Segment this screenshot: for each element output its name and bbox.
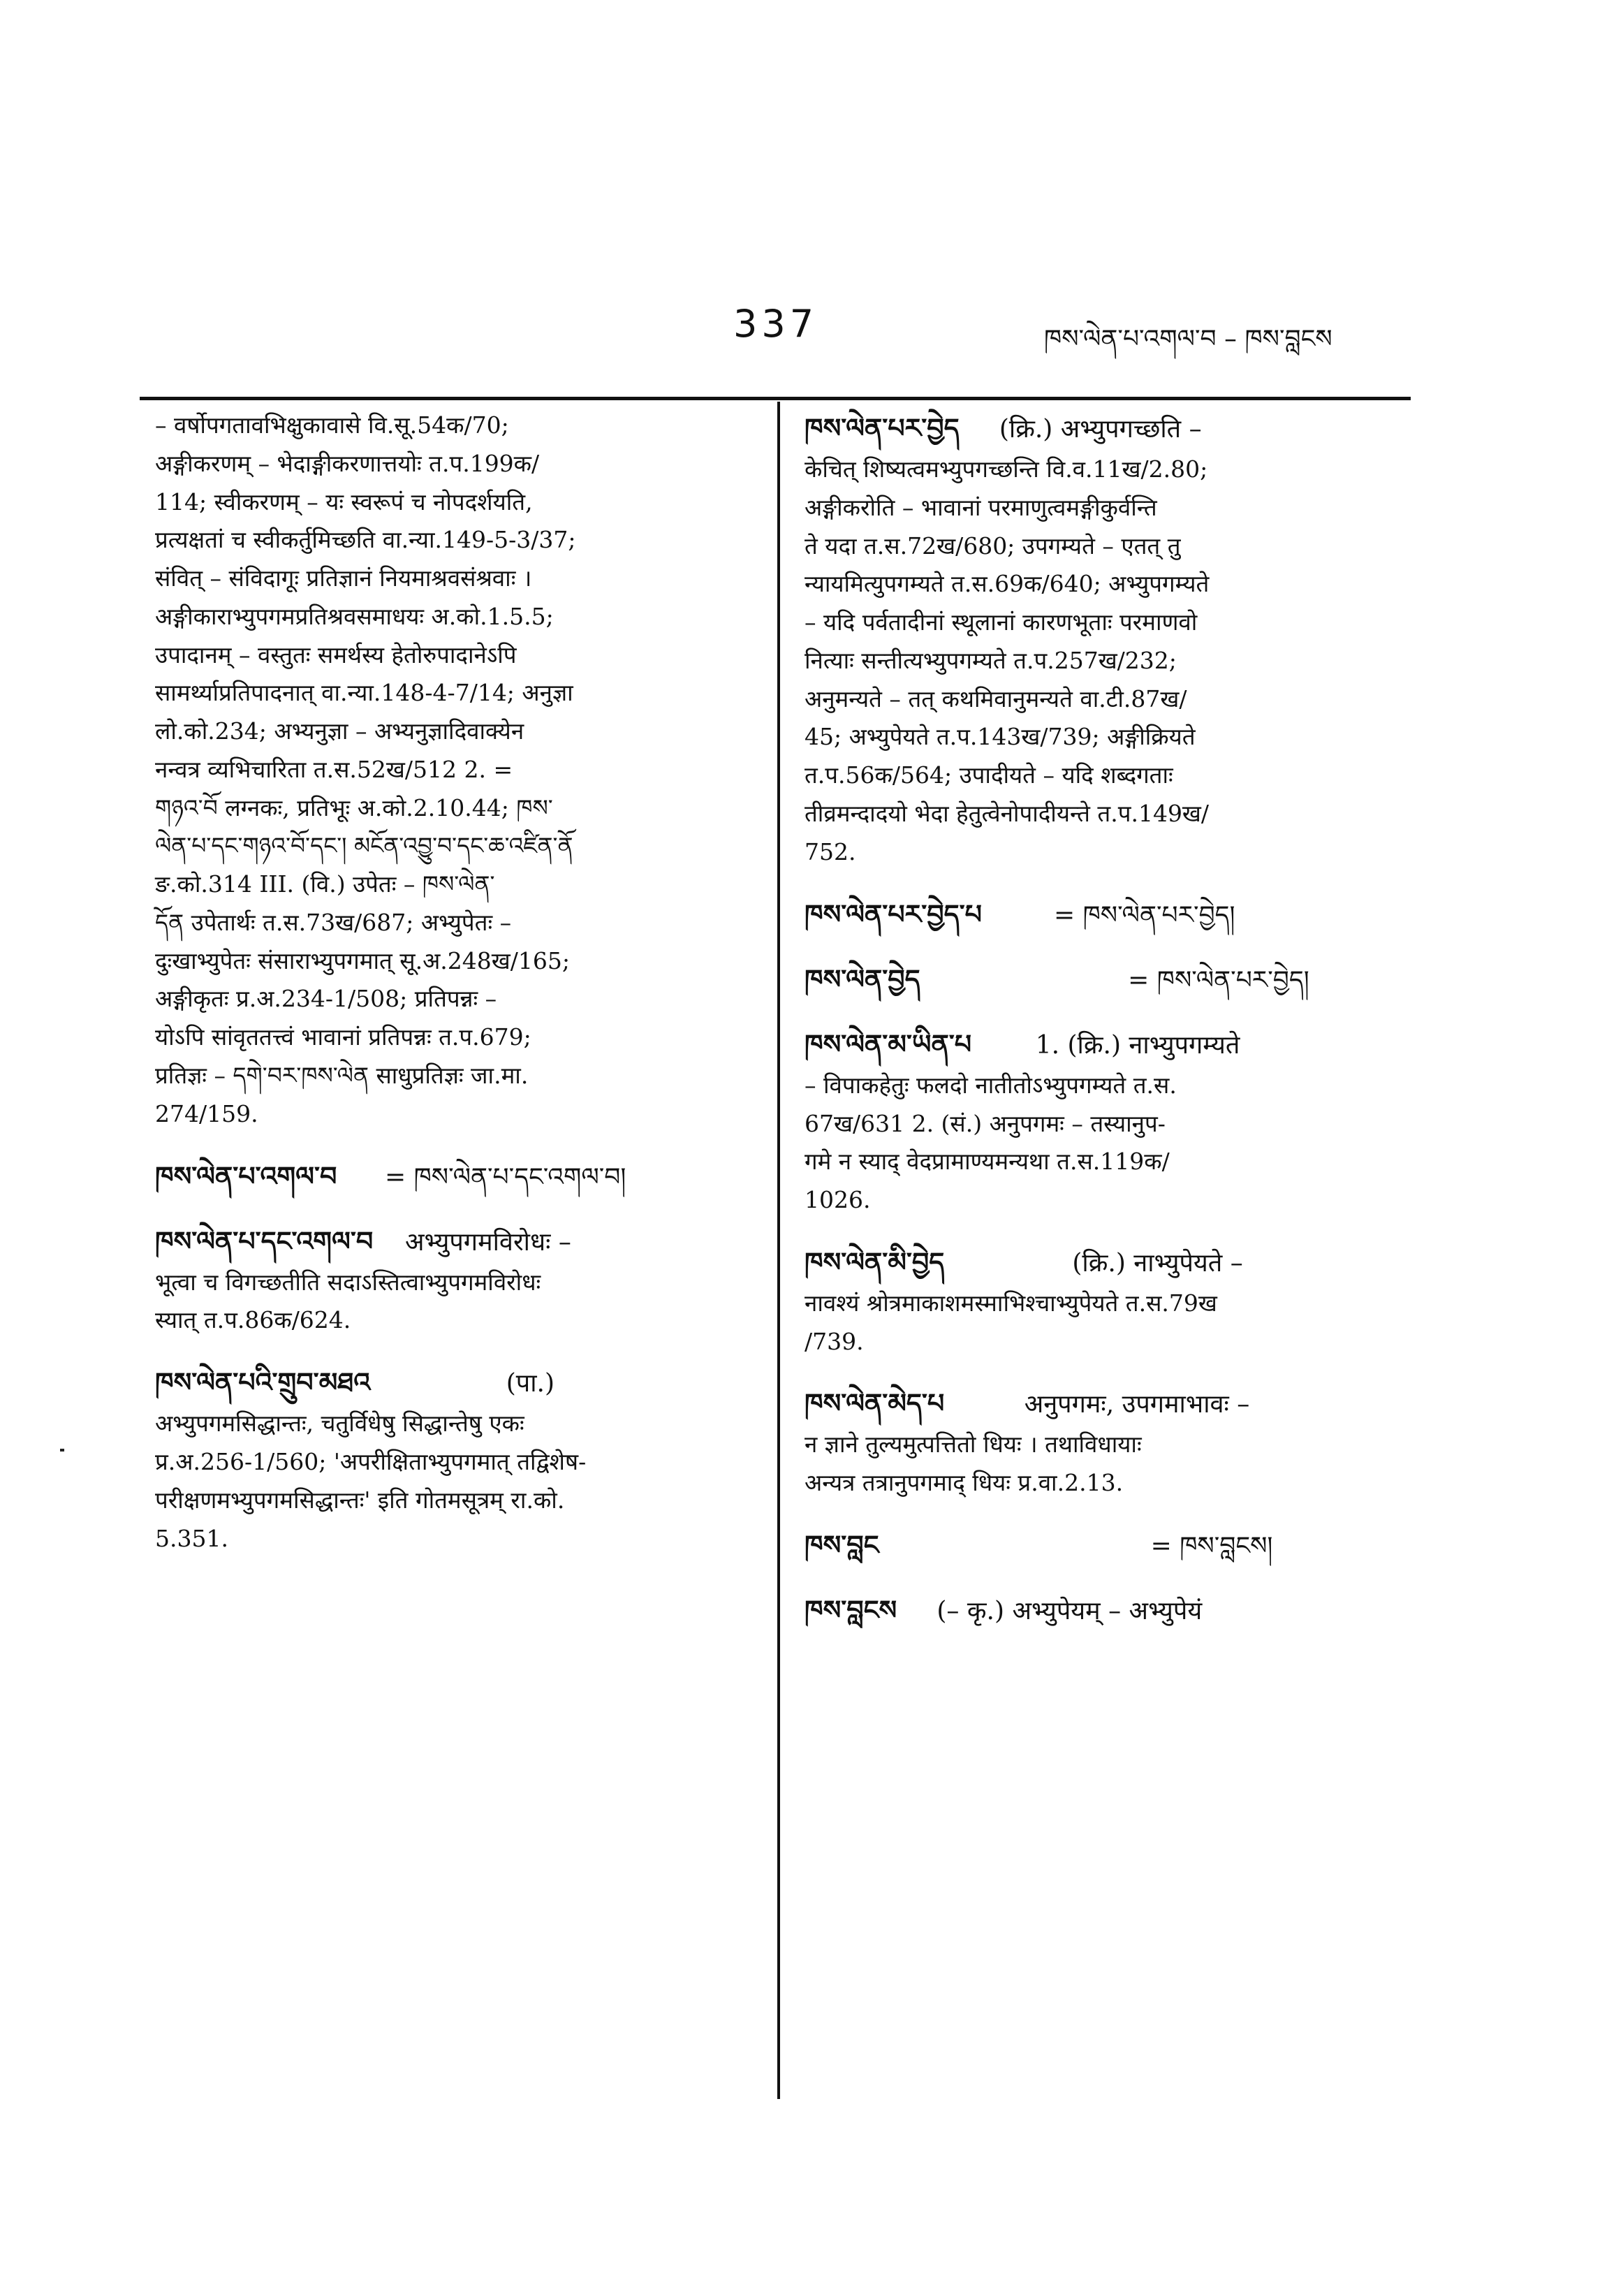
entry-headword: ཁས་ལེན་པའི་གྲུབ་མཐའ — [155, 1367, 371, 1398]
dictionary-entry — [805, 1523, 1411, 1567]
text-line: परीक्षणमभ्युपगमसिद्धान्तः' इति गोतमसूत्रम् रा.को. — [155, 1486, 565, 1514]
dictionary-entry — [155, 1220, 754, 1340]
column-divider — [777, 402, 780, 2099]
entry-gloss: अनुपगमः, उपगमाभावः – — [1024, 1390, 1250, 1419]
text-line: अभ्युपगमसिद्धान्तः, चतुर्विधेषु सिद्धान्तेषु एकः — [155, 1410, 524, 1438]
text-line: नित्याः सन्तीत्यभ्युपगम्यते त.प.257ख/232; — [805, 646, 1177, 674]
text-line: 67ख/631 2. (सं.) अनुपगमः – तस्यानुप- — [805, 1109, 1166, 1137]
entry-heading-line — [805, 1523, 1411, 1567]
entry-gloss: (– कृ.) अभ्युपेयम् – अभ्युपेयं — [937, 1597, 1203, 1626]
text-line: भूत्वा च विगच्छतीति सदाऽस्तित्वाभ्युपगमविरोधः — [155, 1268, 541, 1296]
entry-heading-line — [805, 1023, 1411, 1067]
entry-heading-line — [805, 958, 1411, 1002]
text-line: स्यात् त.प.86क/624. — [155, 1306, 351, 1334]
text-line: /739. — [805, 1327, 864, 1355]
dictionary-entry — [155, 1361, 754, 1558]
dictionary-entry — [805, 1023, 1411, 1220]
text-line: अनुमन्यते – तत् कथमिवानुमन्यते वा.टी.87ख/ — [805, 685, 1187, 712]
text-line: ङ.को.314 III. (वि.) उपेतः – ཁས་ལེན་ — [155, 870, 495, 898]
text-line: अन्यत्र तत्रानुपगमाद् धियः प्र.वा.2.13. — [805, 1469, 1124, 1497]
text-line: – यदि पर्वतादीनां स्थूलानां कारणभूताः परमाणवो — [805, 608, 1198, 636]
dictionary-entry — [805, 958, 1411, 1002]
text-line: अङ्गीकाराभ्युपगमप्रतिश्रवसमाधयः अ.को.1.5.5; — [155, 602, 554, 630]
text-line: प्र.अ.256-1/560; 'अपरीक्षिताभ्युपगमात् तद्विशेष- — [155, 1448, 587, 1476]
text-line: གཉའ་བོ लग्नकः, प्रतिभूः अ.को.2.10.44; ཁས་ — [155, 794, 553, 821]
entry-headword: ཁས་ལེན་པ་དང་འགལ་བ — [155, 1225, 374, 1257]
text-line: अङ्गीकृतः प्र.अ.234-1/508; प्रतिपन्नः – — [155, 985, 497, 1013]
entry-heading-line — [805, 1588, 1411, 1632]
entry-heading-line — [805, 407, 1411, 451]
text-line: ལེན་པ་དང་གཉའ་བོ་དང་། མངོན་འབྱུ་བ་དང་ཆ་འཛིན་ནོ — [155, 832, 573, 860]
continued-entry — [155, 407, 754, 1134]
text-line: संवित् – संविदागूः प्रतिज्ञानं नियमाश्रवसंश्रवाः । — [155, 564, 532, 592]
entry-headword: ཁས་ལེན་བྱེད — [805, 963, 920, 995]
text-line: त.प.56क/564; उपादीयते – यदि शब्दगताः — [805, 761, 1173, 789]
text-line: 5.351. — [155, 1524, 228, 1552]
text-line: सामर्थ्याप्रतिपादनात् वा.न्या.148-4-7/14; अनुज्ञा — [155, 679, 573, 707]
text-line: न्यायमित्युपगम्यते त.स.69क/640; अभ्युपगम्यते — [805, 570, 1210, 598]
entry-headword: ཁས་ལེན་མེད་པ — [805, 1388, 945, 1419]
entry-gloss: = ཁས་ལེན་པར་བྱེད། — [1128, 965, 1309, 995]
text-line: लो.को.234; अभ्यनुज्ञा – अभ्यनुज्ञादिवाक्येन — [155, 717, 524, 745]
text-line: उपादानम् – वस्तुतः समर्थस्य हेतोरुपादानेऽपि — [155, 641, 517, 668]
entry-gloss: 1. (क्रि.) नाभ्युपगम्यते — [1035, 1030, 1240, 1060]
entry-gloss: (क्रि.) अभ्युपगच्छति – — [999, 415, 1202, 444]
entry-gloss: (क्रि.) नाभ्युपेयते – — [1072, 1248, 1243, 1278]
text-line: 114; स्वीकरणम् – यः स्वरूपं च नोपदर्शयति, — [155, 488, 533, 515]
left-column — [155, 407, 754, 1558]
entry-headword: ཁས་ལེན་པ་འགལ་བ — [155, 1160, 337, 1192]
dictionary-entry — [805, 1382, 1411, 1502]
text-line: 274/159. — [155, 1099, 258, 1127]
page-number: 337 — [733, 302, 818, 346]
text-line: 45; अभ्युपेयते त.प.143ख/739; अङ्गीक्रियते — [805, 723, 1196, 751]
text-line: ते यदा त.स.72ख/680; उपगम्यते – एतत् तु — [805, 532, 1181, 560]
dictionary-entry — [805, 1241, 1411, 1361]
entry-heading-line — [155, 1220, 754, 1264]
text-line: न ज्ञाने तुल्यमुत्पत्तितो धियः । तथाविधायाः — [805, 1431, 1142, 1458]
text-line: तीव्रमन्दादयो भेदा हेतुत्वेनोपादीयन्ते त.प.149ख/ — [805, 799, 1210, 827]
entry-headword: ཁས་ལེན་མ་ཡིན་པ — [805, 1028, 972, 1060]
text-line: योऽपि सांवृततत्त्वं भावानां प्रतिपन्नः त.प.679; — [155, 1023, 531, 1051]
text-line: 1026. — [805, 1186, 871, 1214]
entry-gloss: = ཁས་ལེན་པར་བྱེད། — [1053, 900, 1235, 930]
entry-headword: ཁས་བླང — [805, 1530, 879, 1561]
entry-heading-line — [155, 1361, 754, 1405]
entry-heading-line — [155, 1155, 754, 1199]
entry-gloss: = ཁས་ལེན་པ་དང་འགལ་བ། — [384, 1162, 626, 1192]
stray-mark — [60, 1449, 64, 1452]
text-line: 752. — [805, 838, 856, 865]
text-line: अङ्गीकरणम् – भेदाङ्गीकरणात्तयोः त.प.199क/ — [155, 449, 540, 477]
dictionary-entry — [805, 893, 1411, 937]
dictionary-entry — [805, 1588, 1411, 1632]
entry-headword: ཁས་བླངས — [805, 1595, 897, 1626]
entry-heading-line — [805, 1241, 1411, 1285]
dictionary-entry — [805, 407, 1411, 872]
text-line: – वर्षोपगतावभिक्षुकावासे वि.सू.54क/70; — [155, 411, 509, 439]
text-line: དོན उपेतार्थः त.स.73ख/687; अभ्युपेतः – — [155, 908, 512, 936]
running-head: ཁས་ལེན་པ་འགལ་བ – ཁས་བླངས — [1044, 325, 1332, 353]
entry-gloss: = ཁས་བླངས། — [1150, 1532, 1273, 1561]
entry-gloss: (पा.) — [506, 1369, 555, 1398]
entry-headword: ཁས་ལེན་པར་བྱེད་པ — [805, 898, 982, 930]
text-line: प्रतिज्ञः – དགེ་བར་ཁས་ལེན साधुप्रतिज्ञः जा.मा. — [155, 1062, 529, 1090]
text-line: प्रत्यक्षतां च स्वीकर्तुमिच्छति वा.न्या.149-5-3/37; — [155, 526, 576, 554]
right-column — [805, 407, 1411, 1632]
text-line: केचित् शिष्यत्वमभ्युपगच्छन्ति वि.व.11ख/2.80; — [805, 455, 1208, 483]
header-rule — [140, 397, 1411, 400]
entry-gloss: अभ्युपगमविरोधः – — [405, 1227, 571, 1257]
text-line: – विपाकहेतुः फलदो नातीतोऽभ्युपगम्यते त.स. — [805, 1071, 1177, 1099]
text-line: नावश्यं श्रोत्रमाकाशमस्माभिश्चाभ्युपेयते त.स.79ख — [805, 1289, 1217, 1317]
dictionary-entry — [155, 1155, 754, 1199]
text-line: नन्वत्र व्यभिचारिता त.स.52ख/512 2. = — [155, 755, 513, 783]
text-line: दुःखाभ्युपेतः संसाराभ्युपगमात् सू.अ.248ख/165; — [155, 946, 570, 974]
entry-heading-line — [805, 893, 1411, 937]
text-line: अङ्गीकरोति – भावानां परमाणुत्वमङ्गीकुर्वन्ति — [805, 493, 1157, 521]
entry-headword: ཁས་ལེན་མི་བྱེད — [805, 1246, 945, 1278]
text-line: गमे न स्याद् वेदप्रामाण्यमन्यथा त.स.119क/ — [805, 1148, 1170, 1176]
entry-heading-line — [805, 1382, 1411, 1426]
entry-headword: ཁས་ལེན་པར་བྱེད — [805, 413, 960, 444]
